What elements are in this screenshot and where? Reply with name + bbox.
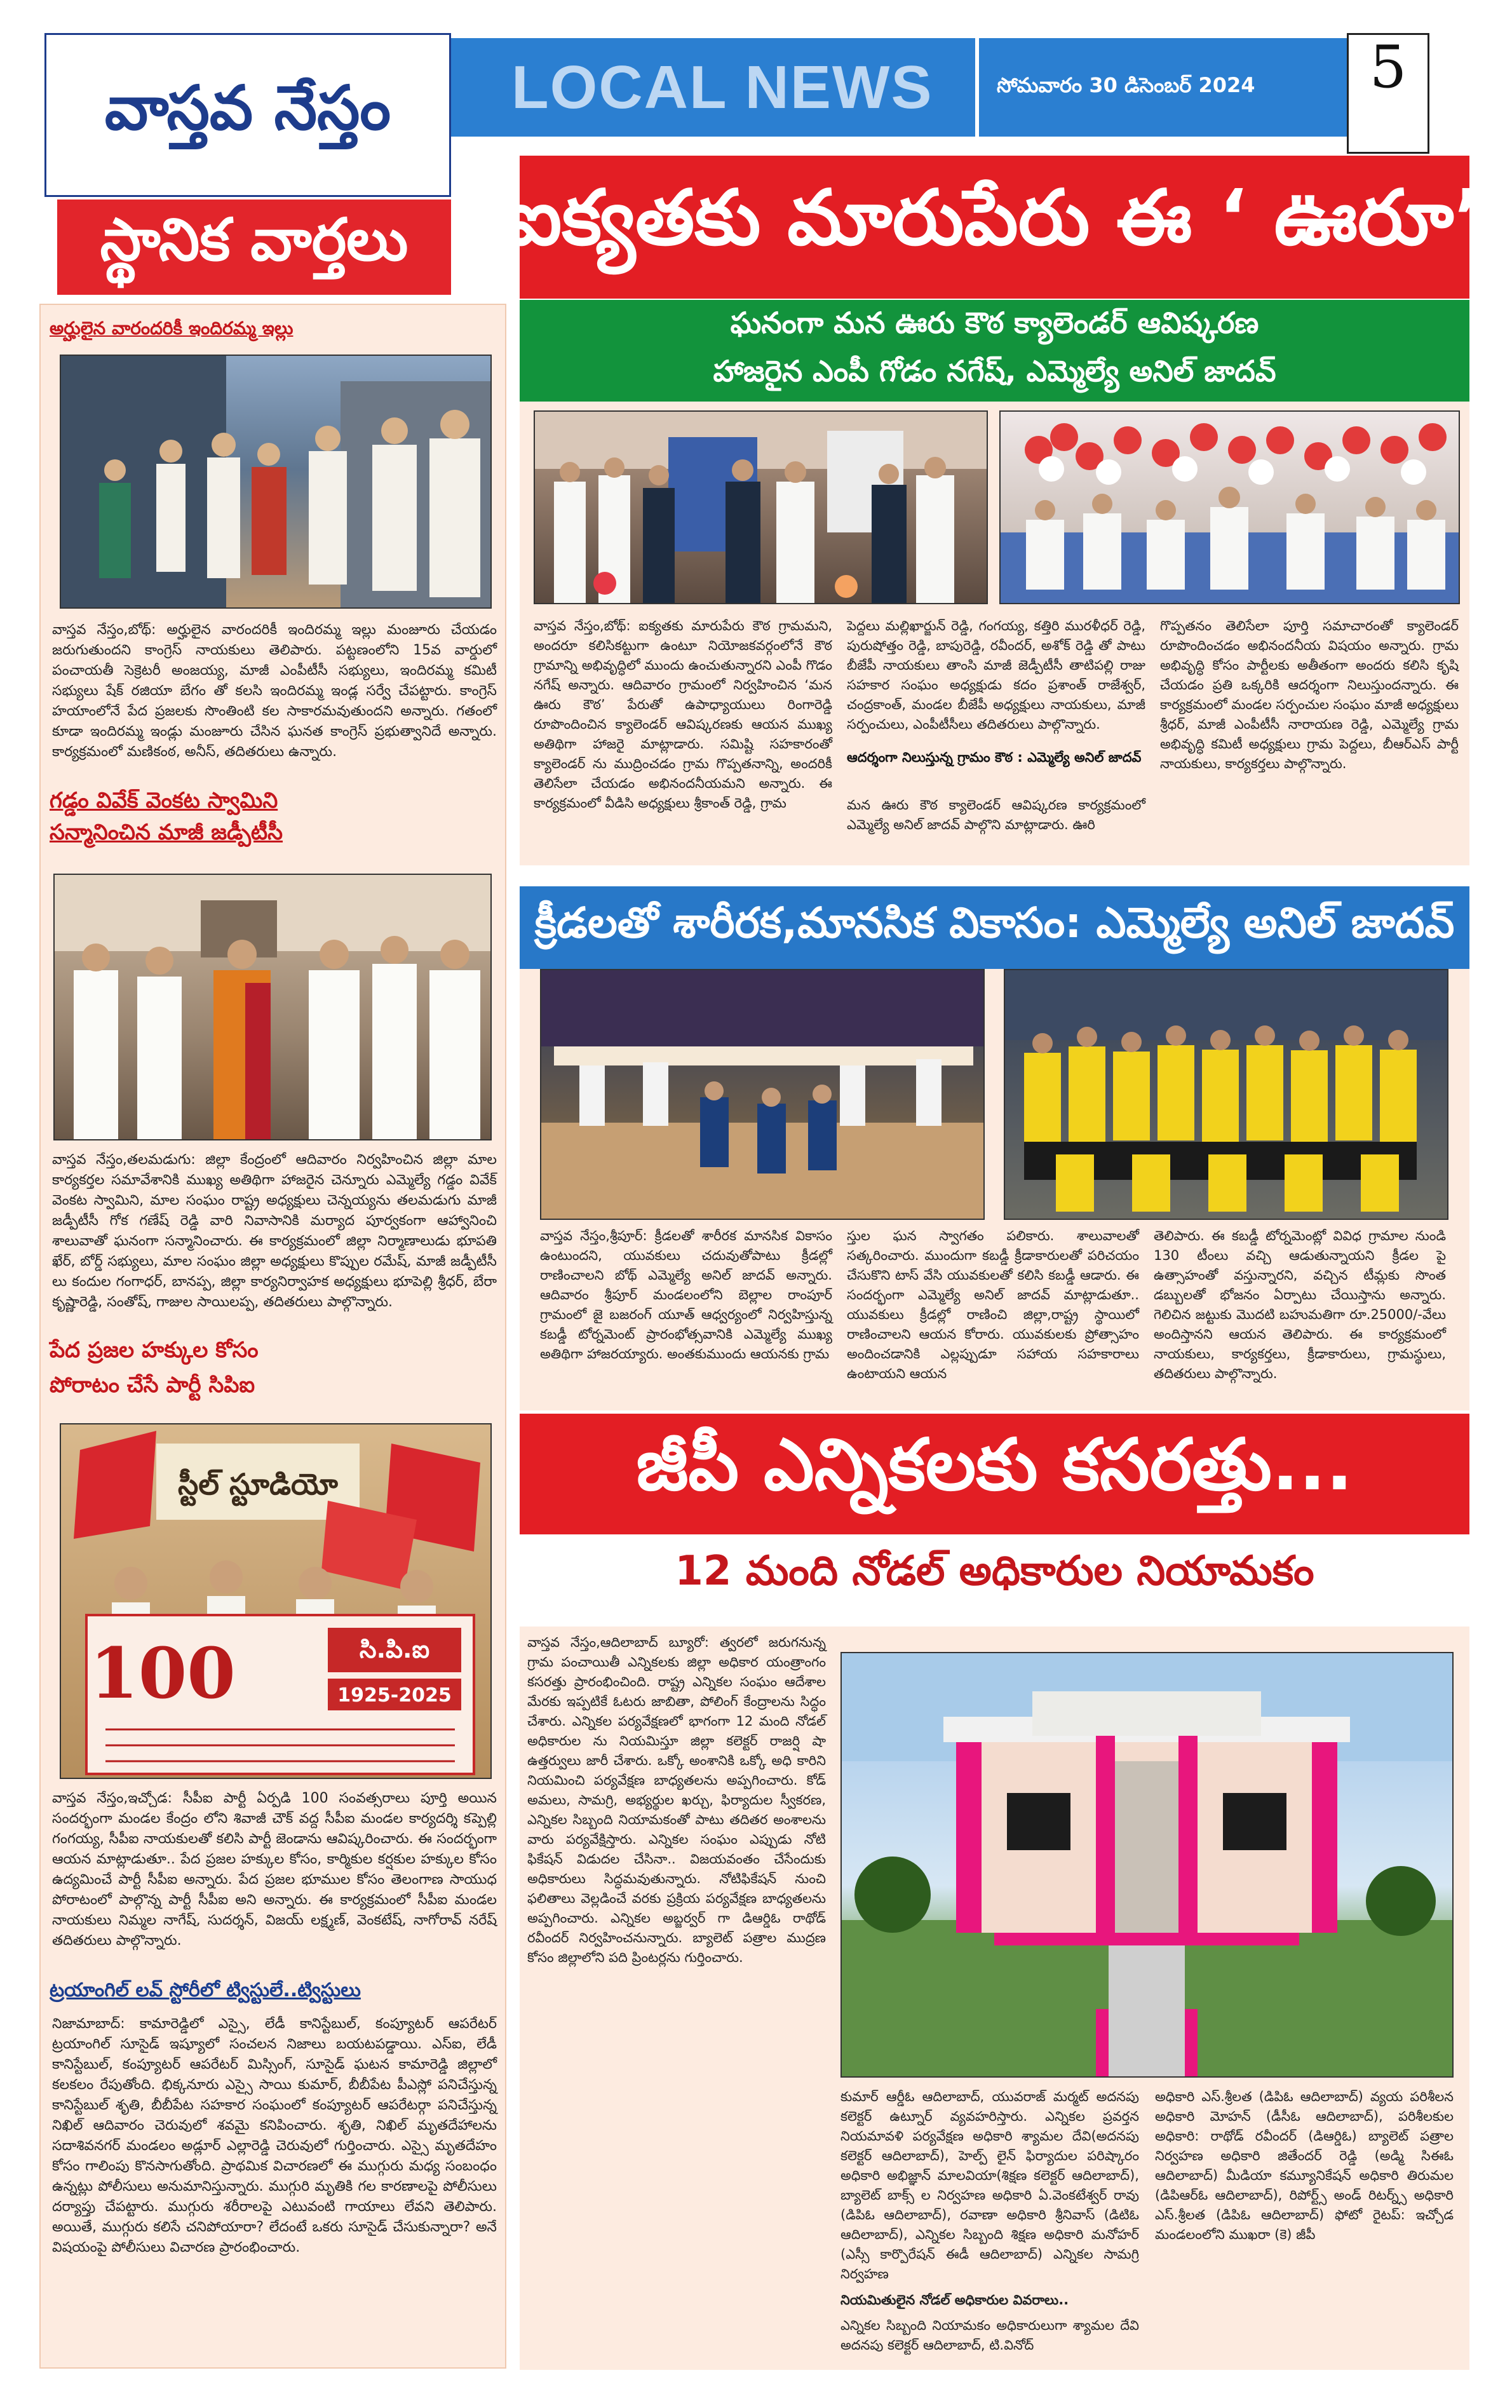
main-subheadline-1: ఘనంగా మన ఊరు కౌఠ క్యాలెండర్ ఆవిష్కరణ bbox=[730, 306, 1259, 340]
masthead-logo bbox=[44, 33, 451, 197]
main-subheadline-box bbox=[520, 300, 1469, 402]
gp-col2: కుమార్ ఆర్డీఓ ఆదిలాబాద్, యువరాజ్ మర్మట్ అదనపు కలెక్టర్ ఉట్నూర్ వ్యవహరిస్తారు. ఎన్నికల ప్రవర్తన నియమావళి పర్యవేక్షణ అధికారి శ్యామల దేవి(అదనపు కలెక్టర్ ఆదిలాబాద్), హెల్ప్ లైన్ ఫిర్యాదుల పరిష్కారం అధికారి అభిజ్ఞాన్ మాలవియా(శిక్షణ కలెక్టర్ ఆదిలాబాద్), బ్యాలెట్ బాక్స్ ల నిర్వహణ అధికారి ఏ.వెంకటేశ్వర్ రావు (డిపిఓ ఆదిలాబాద్), రవాణా అధికారి శ్రీనివాస్ (డిటిఓ ఆదిలాబాద్), ఎన్నికల సిబ్బంది శిక్షణ అధికారి మనోహర్ (ఎస్సీ కార్పొరేషన్ ఈడీ ఆదిలాబాద్) ఎన్నికల సామగ్రి నిర్వహణ bbox=[840, 2089, 1139, 2282]
section-title: స్థానిక వార్తలు bbox=[100, 206, 408, 274]
gp-subheadline: 12 మంది నోడల్ అధికారుల నియామకం bbox=[675, 1547, 1314, 1595]
story3-headline-line1: పేద ప్రజల హక్కుల కోసం bbox=[50, 1337, 259, 1363]
kabaddi-team-photo bbox=[1004, 969, 1448, 1220]
sports-col3: తెలిపారు. ఈ కబడ్డీ టోర్నమెంట్లో వివిధ గ్రామాల నుండి 130 టీంలు వచ్చి ఆడుతున్నాయని క్రీడల పై ఉత్సాహంతో వస్తున్నారని, వచ్చిన టీమ్లకు సొంత డబ్బులతో భోజనం ఏర్పాటు చేయిస్తాను అన్నారు. గెలిచిన జట్టుకు మొదటి బహుమతిగా రూ.25000/-వేలు అందిస్తానని ఆయన తెలిపారు. ఈ కార్యక్రమంలో నాయకులు, కార్యకర్తలు, క్రీడాకారులు, గ్రామస్థులు, తదితరులు పాల్గొన్నారు. bbox=[1154, 1228, 1446, 1381]
page-number-box bbox=[1347, 33, 1429, 154]
issue-date: సోమవారం 30 డిసెంబర్ 2024 bbox=[997, 72, 1255, 97]
felicitation-photo-art bbox=[55, 875, 492, 1140]
housing-survey-photo bbox=[60, 355, 492, 609]
gp-lead: వాస్తవ నేస్తం,ఆదిలాబాద్ బ్యూరో: త్వరలో జరుగనున్న గ్రామ పంచాయితీ ఎన్నికలకు జిల్లా అధికార యంత్రాంగం కసరత్తు ప్రారంభించింది. రాష్ట్ర ఎన్నికల సంఘం ఆదేశాల మేరకు ఇప్పటికే ఓటరు జాబితా, పోలింగ్ కేంద్రాలను సిద్ధం చేశారు. ఎన్నికల పర్యవేక్షణలో భాగంగా 12 మంది నోడల్ అధికారుల ను నియమిస్తూ జిల్లా కలెక్టర్ రాజర్షి షా ఉత్తర్వులు జారీ చేశారు. ఒక్కో అంశానికి ఒక్కో అధి కారిని నియమించి పర్యవేక్షణ బాధ్యతలను అప్పగించారు. కోడ్ అమలు, సామగ్రి, అభ్యర్థుల ఖర్చు, ఫిర్యాదుల స్వీకరణ, ఎన్నికల సిబ్బంది నియామకంతో పాటు తదితర అంశాలను వారు పర్యవేక్షిస్తారు. ఎన్నికల సంఘం ఎప్పుడు నోటి ఫికేషన్ విడుదల చేసినా.. విజయవంతం చేసేందుకు అధికారులు సిద్ధమవుతున్నారు. నోటిఫికేషన్ నుంచి ఫలితాలు వెల్లడించే వరకు ప్రక్రియ పర్యవేక్షణ బాధ్యతలను అప్పగించారు. ఎన్నికల అబ్జర్వర్ గా డిఆర్డిఓ రాథోడ్ రవీందర్ నిర్వహించనున్నారు. బ్యాలెట్ పత్రాల ముద్రణ కోసం జిల్లాలోని పది ప్రింటర్లను గుర్తించారు. bbox=[527, 1635, 826, 1965]
page-number: 5 bbox=[1369, 33, 1407, 101]
gp-story-body bbox=[520, 1627, 1469, 2370]
story2-headline-line1: గడ్డం వివేక్ వెంకట స్వామిని bbox=[50, 788, 278, 813]
main-story-col2-subhead: ఆదర్శంగా నిలుస్తున్న గ్రామం కౌఠ : ఎమ్మెల్యే అనిల్ జాదవ్ bbox=[847, 750, 1142, 765]
panchayat-building-photo bbox=[840, 1652, 1454, 2078]
story4-headline: ట్రయాంగిల్ లవ్ స్టోరీలో ట్విస్టులే..ట్విస్టులు bbox=[50, 1979, 361, 2001]
calendar-launch-photo-art bbox=[535, 412, 988, 604]
main-headline: ఐక్యతకు మారుపేరు ఈ ‘ ఊరూ’ bbox=[506, 173, 1483, 262]
story2-headline-line2: సన్మానించిన మాజీ జడ్పీటీసీ bbox=[50, 820, 283, 845]
kabaddi-team-photo-art bbox=[1005, 970, 1448, 1220]
gp-headline-banner bbox=[520, 1414, 1469, 1534]
stage-gathering-photo-art bbox=[1001, 412, 1460, 604]
kabaddi-match-photo-art bbox=[541, 970, 985, 1220]
gp-col2-subhead: నియమితులైన నోడల్ అధికారుల వివరాలు.. bbox=[840, 2292, 1069, 2308]
banner-100-text: 100 bbox=[90, 1632, 236, 1714]
sports-story-body bbox=[520, 969, 1469, 1410]
housing-survey-photo-art bbox=[61, 356, 492, 609]
main-story-col2: పెద్దలు మల్లిఖార్జున్ రెడ్డి, గంగయ్య, కత్తిరి మురళీధర్ రెడ్డి, పురుషోత్తం రెడ్డి, బాపురెడ్డి, రవీందర్, అశోక్ రెడ్డి తో పాటు బీజేపీ నాయకులు తాంసి మాజీ జెడ్పీటీసీ తాటిపల్లి రాజు సహకార సంఘం అధ్యక్షుడు కదం ప్రశాంత్ రాజేశ్వర్, చంద్రకాంత్, మండల బీజేపీ అధ్యక్షులు నాయకులు, మాజీ సర్పంచులు, ఎంపీటీసీలు తదితరులు పాల్గొన్నారు. bbox=[847, 618, 1145, 732]
story4-body: నిజామాబాద్: కామారెడ్డిలో ఎస్సై, లేడీ కానిస్టేబుల్, కంప్యూటర్ ఆపరేటర్ ట్రయాంగిల్ సూసైడ్ ఇష్యూలో సంచలన నిజాలు బయటపడ్డాయి. ఎస్ఐ, లేడీ కానిస్టేబుల్, కంప్యూటర్ ఆపరేటర్ మిస్సింగ్, సూసైడ్ ఘటన కామారెడ్డి జిల్లాలో కలకలం రేపుతోంది. భిక్కనూరు ఎస్సై సాయి కుమార్, బీబీపేట పీఎస్లో పనిచేస్తున్న కానిస్టేబుల్ శృతి, బీబీపేట సహకార సంఘంలో కంప్యూటర్ ఆపరేటర్గా పనిచేస్తున్న నిఖిల్ ఆదివారం చెరువులో శవమై కనిపించారు. శృతి, నిఖిల్ మృతదేహాలను సదాశివనగర్ మండలం అడ్లూర్ ఎల్లారెడ్డి చెరువులో గుర్తించారు. ఎస్సై మృతదేహం కోసం గాలింపు కొనసాగుతోంది. ప్రాథమిక విచారణలో ఈ ముగ్గురు మధ్య సంబంధం ఉన్నట్లు పోలీసులు అనుమానిస్తున్నారు. ముగ్గురి మృతికి గల కారణాలపై పోలీసులు దర్యాప్తు చేపట్టారు. ముగ్గురు శరీరాలపై ఎటువంటి గాయాలు లేవని తెలిపారు. అయితే, ముగ్గురు కలిసే చనిపోయారా? లేదంటే ఒకరు సూసైడ్ చేసుకున్నారా? అనే విషయంపై పోలీసులు విచారణ ప్రారంభించారు. bbox=[52, 2016, 497, 2256]
kabaddi-match-photo bbox=[540, 969, 985, 1220]
story2-body: వాస్తవ నేస్తం,తలమడుగు: జిల్లా కేంద్రంలో ఆదివారం నిర్వహించిన జిల్లా మాల కార్యకర్తల సమావేశానికి ముఖ్య అతిథిగా హాజరైన చెన్నూరు ఎమ్మెల్యే గడ్డం వివేక్ వెంకట స్వామిని, మాల సంఘం రాష్ట్ర అధ్యక్షులు చెన్నయ్యను తలమడుగు మాజీ జడ్పీటీసీ గోక గణేష్ రెడ్డి వారి నివాసానికి మర్యాద పూర్వకంగా ఆహ్వానించి శాలువాతో ఘనంగా సన్మానించారు. ఈ కార్యక్రమంలో జిల్లా నిర్మాణాలుడు భూపతి ఖేర్, బోర్డ్ సభ్యులు, మాల సంఘం జిల్లా అధ్యక్షులు కొప్పుల రమేష్, మాజీ జడ్పీటీసీ లు కందుల గంగాధర్, బానప్ప, జిల్లా కార్యనిర్వాహక అధ్యక్షులు భూపెల్లి శ్రీధర్, బేరా కృష్ణారెడ్డి, సంతోష్, గాజుల సాయిలప్ప, తదితరులు పాల్గొన్నారు. bbox=[52, 1152, 497, 1310]
sports-headline-banner bbox=[520, 886, 1469, 969]
gp-headline: జీపీ ఎన్నికలకు కసరత్తు... bbox=[636, 1424, 1353, 1506]
local-news-band bbox=[451, 38, 975, 137]
gp-col3: అధికారి ఎస్.శ్రీలత (డిపిఓ ఆదిలాబాద్) వ్యయ పరిశీలన అధికారి మోహన్ (డీసీఓ ఆదిలాబాద్), పరిశీలకుల అధికారి: రాథోడ్ రవీందర్ (డిఆర్డిఓ) బ్యాలెట్ పత్రాల నిర్వహణ అధికారి జితేందర్ రెడ్డి (అడ్మి సిఈఓ ఆదిలాబాద్) మీడియా కమ్యూనికేషన్ అధికారి తిరుమల (డిపిఆర్ఓ ఆదిలాబాద్), రిపోర్ట్స్ అండ్ రిటర్న్స్ అధికారి ఎస్.శ్రీలత (డిపిఓ ఆదిలాబాద్) ఫోటో రైటప్: ఇచ్చోడ మండలంలోని ముఖరా (కె) జీపీ bbox=[1155, 2089, 1454, 2242]
newspaper-title: వాస్తవ నేస్తం bbox=[104, 71, 391, 144]
gp-col2-tail: ఎన్నికల సిబ్బంది నియామకం అధికారులుగా శ్యామల దేవి అదనపు కలెక్టర్ ఆదిలాబాద్, టి.వినోద్ bbox=[840, 2318, 1139, 2353]
story3-body: వాస్తవ నేస్తం,ఇచ్చోడ: సీపీఐ పార్టీ ఏర్పడి 100 సంవత్సరాలు పూర్తి అయిన సందర్భంగా మండల కేంద్రం లోని శివాజీ చౌక్ వద్ద సీపీఐ మండల కార్యదర్శి కప్పెల్లి గంగయ్య, సీపీఐ నాయకులతో కలిసి పార్టీ జెండాను ఆవిష్కరించారు. ఈ సందర్భంగా ఆయన మాట్లాడుతూ.. పేద ప్రజల హక్కుల కోసం, కార్మికుల కర్షకుల హక్కుల కోసం ఉద్యమించే పార్టీ సీపీఐ అన్నారు. పేద ప్రజల భూముల కోసం తెలంగాణ సాయుధ పోరాటంలో పాల్గొన్న పార్టీ సీపీఐ అని అన్నారు. ఈ కార్యక్రమంలో సీపీఐ మండల నాయకులు నిమ్మల నాగేష్, సుదర్శన్, విజయ్ లక్ష్మణ్, వెంకటేష్, నాగోరావ్ నరేష్ తదితరులు పాల్గొన్నారు. bbox=[52, 1790, 497, 1949]
gp-subheadline-box bbox=[520, 1534, 1469, 1617]
date-band bbox=[975, 38, 1347, 137]
panchayat-building-photo-art bbox=[842, 1653, 1454, 2078]
story1-headline: అర్హులైన వారందరికీ ఇందిరమ్మ ఇల్లు bbox=[50, 318, 294, 339]
cpi-centenary-photo-art bbox=[61, 1424, 492, 1779]
sports-col2: స్తుల ఘన స్వాగతం పలికారు. శాలువాలతో సత్కరించారు. ముందుగా కబడ్డీ క్రీడాకారులతో పరిచయం చేసుకొని టాస్ వేసి యువకులతో కలిసి కబడ్డీ ఆడారు. ఈ సందర్భంగా ఎమ్మెల్యే అనిల్ జాదవ్ మాట్లాడుతూ.. యువకులు క్రీడల్లో రాణించి జిల్లా,రాష్ట్ర స్థాయిలో రాణించాలని ఆయన కోరారు. యువకులకు ప్రోత్సాహం అందించడానికి ఎల్లప్పుడూ సహాయ సహకారాలు ఉంటాయని ఆయన bbox=[847, 1228, 1139, 1381]
main-story-body bbox=[520, 402, 1469, 865]
story1-body: వాస్తవ నేస్తం,బోథ్: అర్హులైన వారందరికీ ఇందిరమ్మ ఇల్లు మంజూరు చేయడం జరుగుతుందని కాంగ్రెస్ నాయకులు తెలిపారు. పట్టణంలోని 15వ వార్డులో పంచాయతీ సెక్రెటరీ అంజయ్య, మాజీ ఎంపీటీసీ సభ్యులు, ఇందిరమ్మ కమిటీ సభ్యులు షేక్ రజియా బేగం తో కలసి ఇందిరమ్మ ఇండ్ల సర్వే చేపట్టారు. కాంగ్రెస్ హయాంలోనే పేద ప్రజలకు సొంతింటి కల సాకారమవుతుందని అన్నారు. గతంలో కూడా ఇందిరమ్మ ఇండ్లు మంజూరు చేసిన ఘనత కాంగ్రెస్ ప్రభుత్వానిదే అన్నారు. కార్యక్రమంలో మణికంఠ, అనీస్, తదితరులు ఉన్నారు. bbox=[52, 622, 497, 760]
cpi-centenary-photo bbox=[60, 1423, 492, 1779]
calendar-launch-photo bbox=[534, 410, 988, 604]
main-headline-banner bbox=[506, 156, 1483, 299]
felicitation-photo bbox=[53, 874, 492, 1140]
local-news-label: LOCAL NEWS bbox=[511, 53, 933, 121]
main-story-col1: వాస్తవ నేస్తం,బోథ్: ఐక్యతకు మారుపేరు కౌఠ గ్రామమని, అందరూ కలిసికట్టుగా ఉంటూ నియోజకవర్గంలోనే కౌఠ గ్రామాన్ని అభివృద్ధిలో ముందు ఉంచుతున్నారని ఎంపీ గొడం నగేష్ అన్నారు. ఆదివారం గ్రామంలో నిర్వహించిన ‘మన ఊరు కౌఠ’ పేరుతో ఉపాధ్యాయులు రింగారెడ్డి రూపొందించిన క్యాలెండర్ ఆవిష్కరణకు ఆయన ముఖ్య అతిథిగా హాజరై మాట్లాడారు. సమిష్టి సహకారంతో క్యాలెండర్ ను ముద్రించడం గ్రామ గొప్పతనాన్ని, అందరికీ తెలిసేలా చేయడం అభినందనీయమని అన్నారు. ఈ కార్యక్రమంలో వీడిసి అధ్యక్షులు శ్రీకాంత్ రెడ్డి, గ్రామ bbox=[534, 618, 832, 811]
sports-headline: క్రీడలతో శారీరక,మానసిక వికాసం: ఎమ్మెల్యే అనిల్ జాదవ్ bbox=[534, 898, 1455, 947]
sports-col1: వాస్తవ నేస్తం,శ్రీపూర్: క్రీడలతో శారీరక మానసిక వికాసం ఉంటుందని, యువకులు చదువుతోపాటు క్రీడల్లో రాణించాలని బోథ్ ఎమ్మెల్యే అనిల్ జాదవ్ అన్నారు. ఆదివారం శ్రీపూర్ మండలంలోని బెల్లాల రాంపూర్ గ్రామంలో జై బజరంగ్ యూత్ ఆధ్వర్యంలో నిర్వహిస్తున్న కబడ్డీ టోర్నమెంట్ ప్రారంభోత్సవానికి ఎమ్మెల్యే ముఖ్య అతిథిగా హాజరయ్యారు. అంతకుముందు ఆయనకు గ్రామ bbox=[540, 1228, 832, 1362]
left-column bbox=[39, 304, 506, 2369]
section-banner bbox=[57, 200, 451, 295]
main-subheadline-2: హాజరైన ఎంపీ గోడం నగేష్, ఎమ్మెల్యే అనిల్ జాదవ్ bbox=[713, 354, 1276, 388]
main-story-col2-tail: మన ఊరు కౌఠ క్యాలెండర్ ఆవిష్కరణ కార్యక్రమంలో ఎమ్మెల్యే అనిల్ జాదవ్ పాల్గొని మాట్లాడారు. ఊరి bbox=[847, 797, 1145, 832]
banner-years-text: 1925-2025 bbox=[337, 1684, 452, 1707]
stage-gathering-photo bbox=[999, 410, 1460, 604]
story3-headline-line2: పోరాటం చేసే పార్టీ సిపిఐ bbox=[50, 1372, 255, 1398]
masthead bbox=[44, 33, 451, 300]
main-story-col3: గొప్పతనం తెలిసేలా పూర్తి సమాచారంతో క్యాలెండర్ రూపొందించడం అభినందనీయ విషయం అన్నారు. గ్రామ అభివృద్ధి కోసం పార్టీలకు అతీతంగా అందరు కలిసి కృషి చేయడం ప్రతి ఒక్కరికి ఆదర్శంగా నిలుస్తుందన్నారు. ఈ కార్యక్రమంలో మండల సర్పంచుల సంఘం మాజీ అధ్యక్షులు శ్రీధర్, మాజీ ఎంపీటీసీ నారాయణ రెడ్డి, ఎమ్మెల్యే గ్రామ అభివృద్ధి కమిటీ అధ్యక్షులు గ్రామ పెద్దలు, బీఆర్ఎస్ పార్టీ నాయకులు, కార్యకర్తలు పాల్గొన్నారు. bbox=[1160, 618, 1459, 771]
banner-cpi-text: సి.పి.ఐ bbox=[359, 1635, 430, 1663]
shop-sign-text: స్టీల్ స్టూడియో bbox=[178, 1467, 338, 1501]
